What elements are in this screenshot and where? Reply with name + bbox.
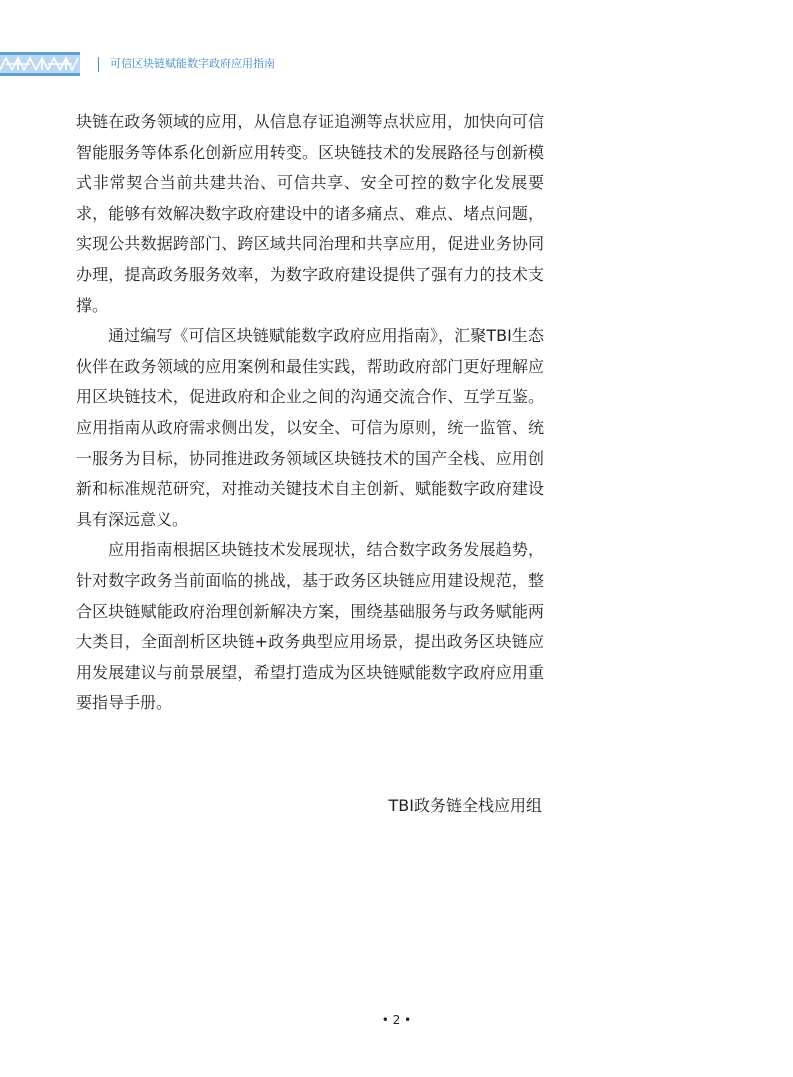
signature: TBI政务链全栈应用组 xyxy=(388,796,542,815)
paragraph-2: 通过编写《可信区块链赋能数字政府应用指南》，汇聚TBI生态伙伴在政务领域的应用案例和最佳实践，帮助政府部门更好理解应用区块链技术，促进政府和企业之间的沟通交流合作、互学互鉴。应用指南从政府需求侧出发，以安全、可信为原则，统一监管、统一服务为目标，协同推进政务领域区块链技术的国产全栈、应用创新和标准规范研究，对推动关键技术自主创新、赋能数字政府建设具有深远意义。 xyxy=(76,326,544,529)
body-text xyxy=(76,107,544,719)
page-number: • 2 • xyxy=(381,1013,412,1027)
header-divider xyxy=(98,57,99,72)
paragraph-3: 应用指南根据区块链技术发展现状，结合数字政务发展趋势，针对数字政务当前面临的挑战，基于政务区块链应用建设规范，整合区块链赋能政府治理创新解决方案，围绕基础服务与政务赋能两大类目，全面剖析区块链+政务典型应用场景，提出政务区块链应用发展建议与前景展望，希望打造成为区块链赋能数字政府应用重要指导手册。 xyxy=(76,540,544,713)
paragraph-1: 块链在政务领域的应用，从信息存证追溯等点状应用，加快向可信智能服务等体系化创新应用转变。区块链技术的发展路径与创新模式非常契合当前共建共治、可信共享、安全可控的数字化发展要求，能够有效解决数字政府建设中的诸多痛点、难点、堵点问题，实现公共数据跨部门、跨区域共同治理和共享应用，促进业务协同办理，提高政务服务效率，为数字政府建设提供了强有力的技术支撑。 xyxy=(76,112,544,315)
page-header xyxy=(0,52,400,76)
header-title: 可信区块链赋能数字政府应用指南 xyxy=(110,57,275,70)
hexagon-cube-pattern-logo-icon xyxy=(0,52,80,76)
